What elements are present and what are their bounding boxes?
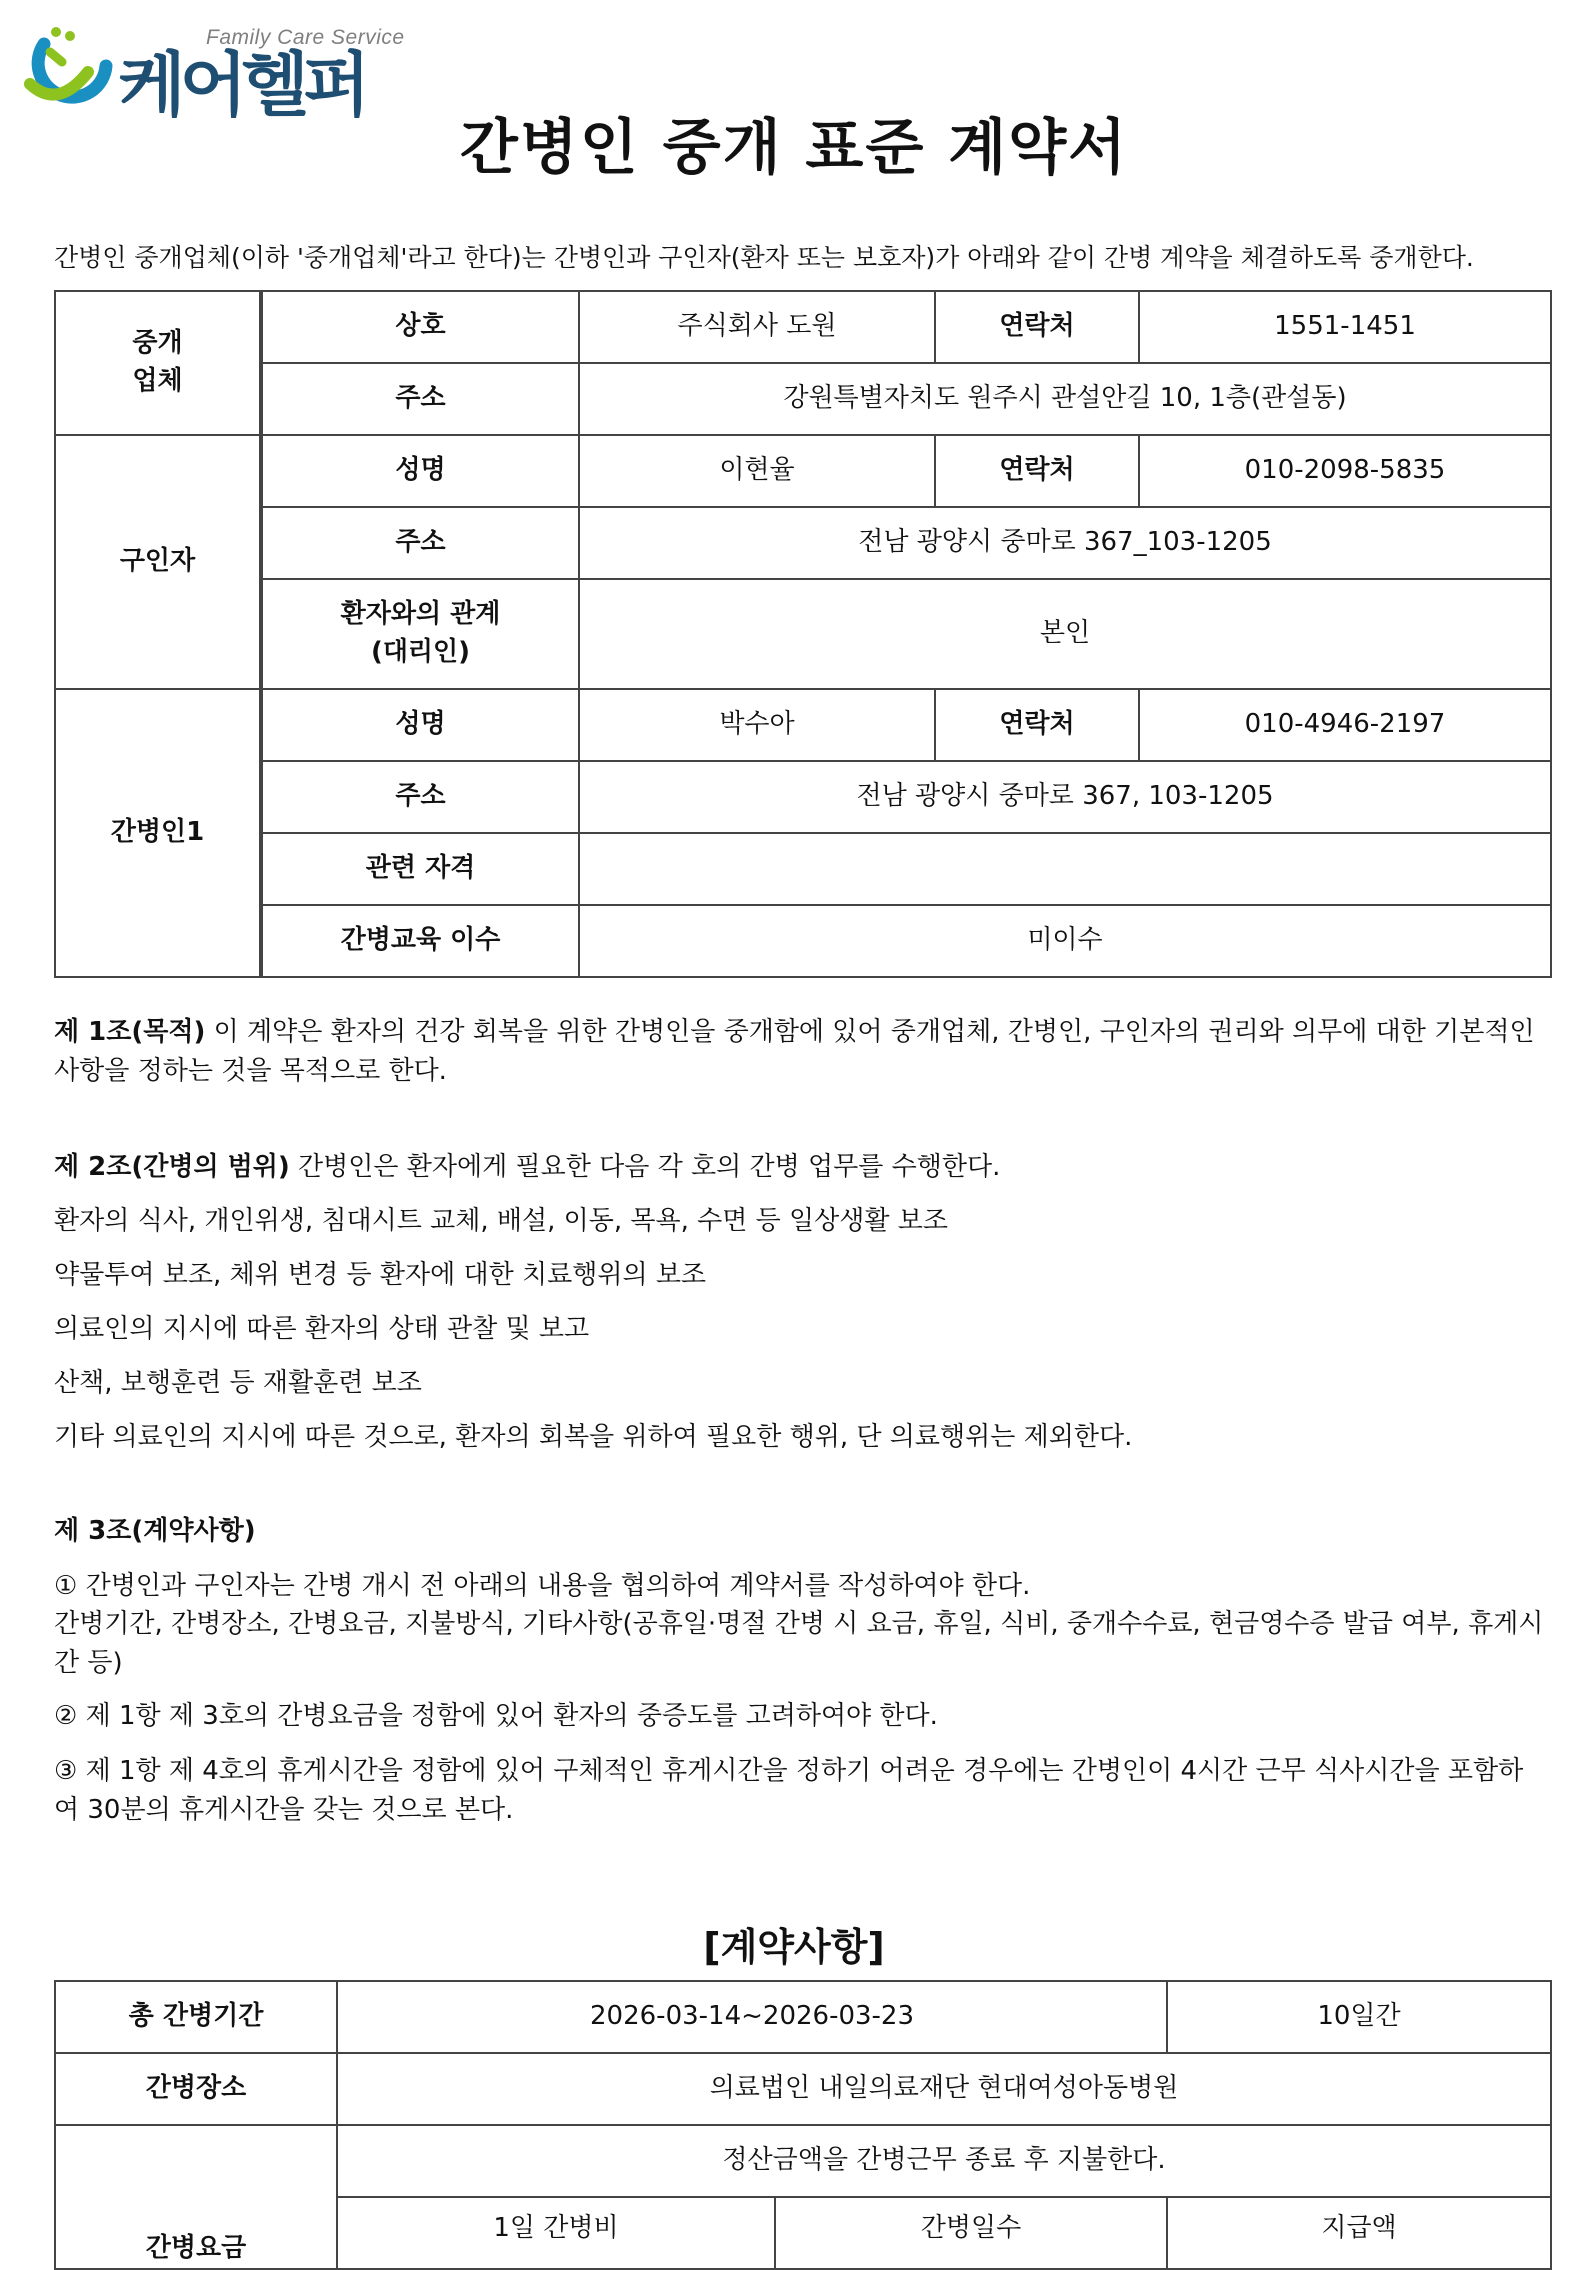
table-row xyxy=(55,1981,1551,2053)
table-row xyxy=(55,761,1551,833)
fee-col-total: 지급액 xyxy=(1167,2197,1551,2269)
parties-table xyxy=(54,290,1552,978)
client-relation: 본인 xyxy=(579,579,1551,689)
client-address: 전남 광양시 중마로 367_103-1205 xyxy=(579,507,1551,579)
intro-text: 간병인 중개업체(이하 '중개업체'라고 한다)는 간병인과 구인자(환자 또는 보호자)가 아래와 같이 간병 계약을 체결하도록 중개한다. xyxy=(54,243,1474,272)
list-item: 약물투여 보조, 체위 변경 등 환자에 대한 치료행위의 보조 xyxy=(54,1260,707,1290)
caregiver-education: 미이수 xyxy=(579,905,1551,977)
table-row xyxy=(55,507,1551,579)
article-2-heading: 제 2조(간병의 범위) xyxy=(54,1152,290,1182)
table-row xyxy=(55,435,1551,507)
caregiver-name: 박수아 xyxy=(579,689,935,761)
list-item: 환자의 식사, 개인위생, 침대시트 교체, 배설, 이동, 목욕, 수면 등 일상생활 보조 xyxy=(54,1206,948,1236)
document-title: 간병인 중개 표준 계약서 xyxy=(459,113,1129,183)
client-label: 구인자 xyxy=(55,435,261,689)
place-label: 간병장소 xyxy=(55,2053,337,2125)
client-relation-label: 환자와의 관계 (대리인) xyxy=(261,579,579,689)
fee-col-days: 간병일수 xyxy=(775,2197,1167,2269)
caregiver-contact-label: 연락처 xyxy=(935,689,1139,761)
article-3-para-1b: 간병기간, 간병장소, 간병요금, 지불방식, 기타사항(공휴일·명절 간병 시 요금, 휴일, 식비, 중개수수료, 현금영수증 발급 여부, 휴게시간 등) xyxy=(54,1609,1544,1678)
article-1-heading: 제 1조(목적) xyxy=(54,1017,206,1047)
broker-name: 주식회사 도원 xyxy=(579,291,935,363)
caregiver-address-label: 주소 xyxy=(261,761,579,833)
caregiver-name-label: 성명 xyxy=(261,689,579,761)
caregiver-education-label: 간병교육 이수 xyxy=(261,905,579,977)
table-row xyxy=(55,579,1551,689)
client-address-label: 주소 xyxy=(261,507,579,579)
period-days: 10일간 xyxy=(1167,1981,1551,2053)
table-row xyxy=(55,291,1551,363)
list-item: 의료인의 지시에 따른 환자의 상태 관찰 및 보고 xyxy=(54,1314,590,1344)
broker-address-label: 주소 xyxy=(261,363,579,435)
table-row xyxy=(55,2125,1551,2197)
period-value: 2026-03-14~2026-03-23 xyxy=(337,1981,1167,2053)
table-row xyxy=(55,905,1551,977)
logo-name: 케어헬퍼 xyxy=(118,44,365,126)
broker-contact-label: 연락처 xyxy=(935,291,1139,363)
client-name: 이현율 xyxy=(579,435,935,507)
table-row xyxy=(55,689,1551,761)
fee-col-daily: 1일 간병비 xyxy=(337,2197,775,2269)
caregiver-qualification xyxy=(579,833,1551,905)
list-item: 산책, 보행훈련 등 재활훈련 보조 xyxy=(54,1368,422,1398)
place-value: 의료법인 내일의료재단 현대여성아동병원 xyxy=(337,2053,1551,2125)
article-2 xyxy=(54,1148,1544,1187)
broker-label: 중개 업체 xyxy=(55,291,261,435)
caregiver-qualification-label: 관련 자격 xyxy=(261,833,579,905)
caregiver-label: 간병인1 xyxy=(55,689,261,977)
article-1 xyxy=(54,1013,1544,1091)
article-2-text: 간병인은 환자에게 필요한 다음 각 호의 간병 업무를 수행한다. xyxy=(289,1152,1001,1182)
broker-name-label: 상호 xyxy=(261,291,579,363)
broker-contact: 1551-1451 xyxy=(1139,291,1551,363)
list-item: 기타 의료인의 지시에 따른 것으로, 환자의 회복을 위하여 필요한 행위, 단 의료행위는 제외한다. xyxy=(54,1422,1133,1452)
period-label: 총 간병기간 xyxy=(55,1981,337,2053)
client-contact: 010-2098-5835 xyxy=(1139,435,1551,507)
contract-section-title: [계약사항] xyxy=(703,1925,885,1969)
client-contact-label: 연락처 xyxy=(935,435,1139,507)
article-1-text: 이 계약은 환자의 건강 회복을 위한 간병인을 중개함에 있어 중개업체, 간병인, 구인자의 권리와 의무에 대한 기본적인 사항을 정하는 것을 목적으로 한다. xyxy=(54,1017,1535,1086)
article-3-heading xyxy=(54,1512,1544,1551)
article-3-para-2: ② 제 1항 제 3호의 간병요금을 정함에 있어 환자의 중증도를 고려하여야 한다. xyxy=(54,1701,938,1731)
article-3-para-1: ① 간병인과 구인자는 간병 개시 전 아래의 내용을 협의하여 계약서를 작성하여야 한다. xyxy=(54,1571,1031,1601)
fee-note: 정산금액을 간병근무 종료 후 지불한다. xyxy=(337,2125,1551,2197)
caregiver-contact: 010-4946-2197 xyxy=(1139,689,1551,761)
client-name-label: 성명 xyxy=(261,435,579,507)
article-3-para-3: ③ 제 1항 제 4호의 휴게시간을 정함에 있어 구체적인 휴게시간을 정하기 어려운 경우에는 간병인이 4시간 근무 식사시간을 포함하여 30분의 휴게시간을 갖는 것으로 본다. xyxy=(54,1756,1524,1825)
broker-address: 강원특별자치도 원주시 관설안길 10, 1층(관설동) xyxy=(579,363,1551,435)
fee-label: 간병요금 xyxy=(55,2125,337,2269)
table-row xyxy=(55,833,1551,905)
table-row xyxy=(55,2053,1551,2125)
logo-tagline: Family Care Service xyxy=(206,26,405,49)
contract-table xyxy=(54,1980,1552,2270)
article-3-heading-text: 제 3조(계약사항) xyxy=(54,1516,256,1546)
table-row xyxy=(55,363,1551,435)
caregiver-address: 전남 광양시 중마로 367, 103-1205 xyxy=(579,761,1551,833)
